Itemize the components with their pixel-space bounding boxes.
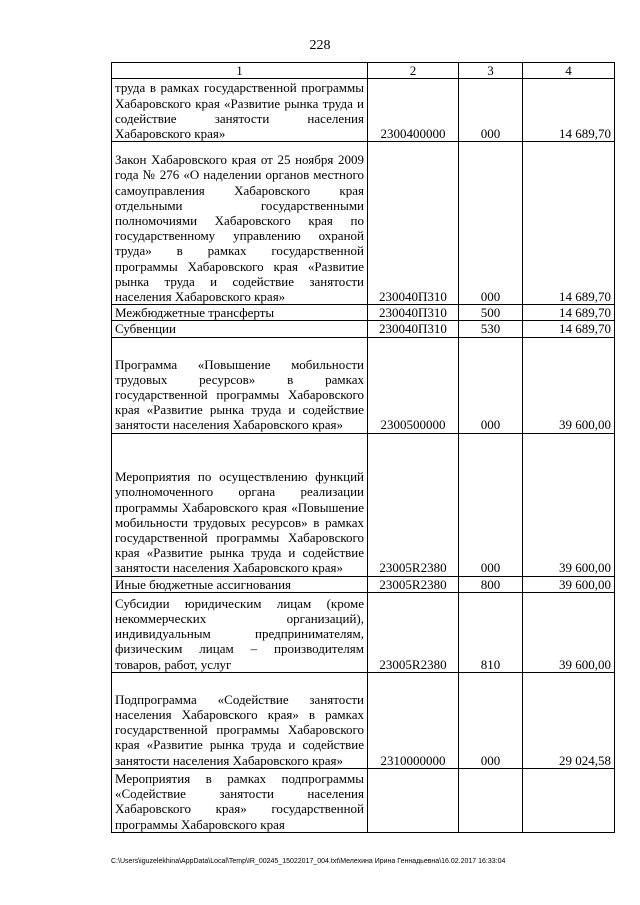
table-row bbox=[112, 768, 615, 832]
row-amount: 29 024,58 bbox=[523, 672, 615, 768]
row-code: 230040П310 bbox=[368, 305, 459, 321]
row-type: 000 bbox=[459, 672, 523, 768]
row-name: Иные бюджетные ассигнования bbox=[112, 576, 368, 592]
row-amount: 14 689,70 bbox=[523, 321, 615, 337]
row-name: труда в рамках государственной программы Хабаровского края «Развитие рынка труда и содействие занятости населения Хабаровского края» bbox=[112, 79, 368, 142]
row-name: Мероприятия в рамках подпрограммы «Содействие занятости населения Хабаровского края» государственной программы Хабаровского края bbox=[112, 768, 368, 832]
row-code bbox=[368, 768, 459, 832]
row-amount: 39 600,00 bbox=[523, 592, 615, 672]
budget-table bbox=[111, 62, 615, 833]
row-code: 2300400000 bbox=[368, 79, 459, 142]
row-amount: 14 689,70 bbox=[523, 305, 615, 321]
document-path-footer: C:\Users\iguzelekhina\AppData\Local\Temp\IR_00245_15022017_004.txt\Мелехина Ирина Геннадьевна\16.02.2017 16:33:04 bbox=[111, 858, 506, 865]
row-code: 23005R2380 bbox=[368, 433, 459, 576]
row-amount: 14 689,70 bbox=[523, 142, 615, 305]
row-type: 000 bbox=[459, 433, 523, 576]
row-amount: 39 600,00 bbox=[523, 576, 615, 592]
row-type: 800 bbox=[459, 576, 523, 592]
row-name: Мероприятия по осуществлению функций уполномоченного органа реализации программы Хабаровского края «Повышение мобильности трудовых ресурсов» в рамках государственной программы Хабаровского края «Развитие рынка труда и содействие занятости населения Хабаровского края» bbox=[112, 433, 368, 576]
row-name: Закон Хабаровского края от 25 ноября 2009 года № 276 «О наделении органов местного самоуправления Хабаровского края отдельными государственными полномочиями Хабаровского края по государственному управлению охраной труда» в рамках государственной программы Хабаровского края «Развитие рынка труда и содействие занятости населения Хабаровского края» bbox=[112, 142, 368, 305]
row-type: 810 bbox=[459, 592, 523, 672]
row-code: 230040П310 bbox=[368, 321, 459, 337]
column-header: 3 bbox=[459, 63, 523, 79]
row-type: 000 bbox=[459, 142, 523, 305]
row-amount: 14 689,70 bbox=[523, 79, 615, 142]
column-header: 2 bbox=[368, 63, 459, 79]
table-row bbox=[112, 592, 615, 672]
column-header: 1 bbox=[112, 63, 368, 79]
row-name: Подпрограмма «Содействие занятости населения Хабаровского края» в рамках государственной программы Хабаровского края «Развитие рынка труда и содействие занятости населения Хабаровского края» bbox=[112, 672, 368, 768]
row-type: 530 bbox=[459, 321, 523, 337]
row-amount bbox=[523, 768, 615, 832]
row-type: 000 bbox=[459, 337, 523, 433]
table-row bbox=[112, 672, 615, 768]
row-name: Субвенции bbox=[112, 321, 368, 337]
table-row bbox=[112, 305, 615, 321]
row-type: 500 bbox=[459, 305, 523, 321]
row-amount: 39 600,00 bbox=[523, 433, 615, 576]
row-name: Субсидии юридическим лицам (кроме некоммерческих организаций), индивидуальным предпринимателям, физическим лицам – производителям товаров, работ, услуг bbox=[112, 592, 368, 672]
row-code: 2310000000 bbox=[368, 672, 459, 768]
row-name: Программа «Повышение мобильности трудовых ресурсов» в рамках государственной программы Хабаровского края «Развитие рынка труда и содействие занятости населения Хабаровского края» bbox=[112, 337, 368, 433]
table-row bbox=[112, 433, 615, 576]
table-row bbox=[112, 337, 615, 433]
page-number: 228 bbox=[309, 38, 331, 53]
row-code: 2300500000 bbox=[368, 337, 459, 433]
table-header-row bbox=[112, 63, 615, 79]
column-header: 4 bbox=[523, 63, 615, 79]
row-name: Межбюджетные трансферты bbox=[112, 305, 368, 321]
row-amount: 39 600,00 bbox=[523, 337, 615, 433]
table-row bbox=[112, 576, 615, 592]
row-code: 23005R2380 bbox=[368, 576, 459, 592]
row-code: 230040П310 bbox=[368, 142, 459, 305]
table-row bbox=[112, 142, 615, 305]
row-type bbox=[459, 768, 523, 832]
row-type: 000 bbox=[459, 79, 523, 142]
row-code: 23005R2380 bbox=[368, 592, 459, 672]
table-row bbox=[112, 321, 615, 337]
table-row bbox=[112, 79, 615, 142]
